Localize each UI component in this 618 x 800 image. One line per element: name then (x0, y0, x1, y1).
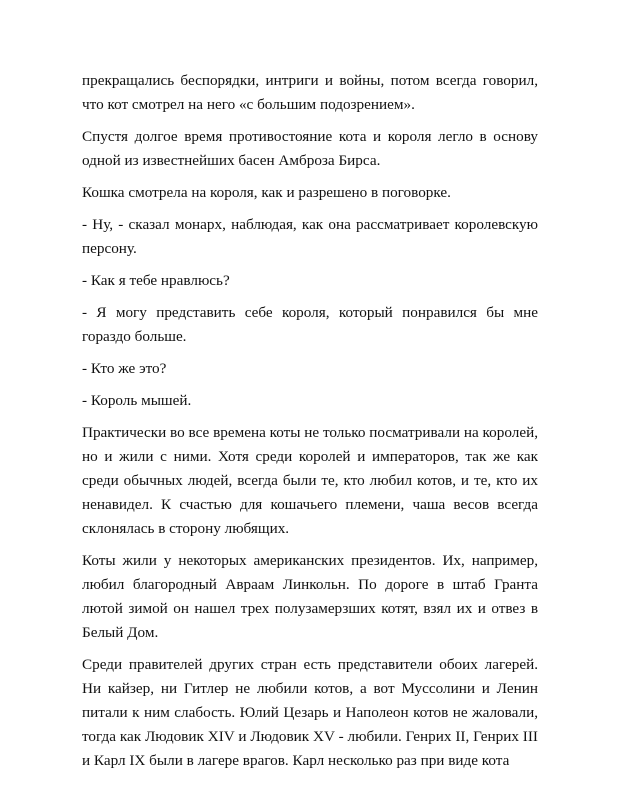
dialogue-line: - Ну, - сказал монарх, наблюдая, как она рассматривает королевскую персону. (82, 216, 538, 257)
paragraph: Коты жили у некоторых американских президентов. Их, например, любил благородный Авраам Линкольн. По дороге в штаб Гранта лютой зимой он нашел трех полузамерзших котят, взял их и отвез в Белый Дом. (82, 552, 538, 641)
body-text (82, 69, 538, 781)
dialogue-line: - Король мышей. (82, 392, 192, 409)
paragraph: прекращались беспорядки, интриги и войны, потом всегда говорил, что кот смотрел на него «с большим подозрением». (82, 72, 538, 113)
paragraph: Спустя долгое время противостояние кота и короля легло в основу одной из известнейших басен Амброза Бирса. (82, 128, 538, 169)
dialogue-line: - Кто же это? (82, 360, 167, 377)
dialogue-line: - Как я тебе нравлюсь? (82, 272, 230, 289)
paragraph: Среди правителей других стран есть представители обоих лагерей. Ни кайзер, ни Гитлер не любили котов, а вот Муссолини и Ленин питали к ним слабость. Юлий Цезарь и Наполеон котов не жаловали, тогда как Людовик XIV и Людовик XV - любили. Генрих II, Генрих III и Карл IX были в лагере врагов. Карл несколько раз при виде кота (82, 656, 538, 769)
dialogue-line: - Я могу представить себе короля, который понравился бы мне гораздо больше. (82, 304, 538, 345)
paragraph: Кошка смотрела на короля, как и разрешено в поговорке. (82, 184, 451, 201)
paragraph: Практически во все времена коты не только посматривали на королей, но и жили с ними. Хотя среди королей и императоров, так же как среди обычных людей, всегда были те, кто любил котов, и те, кто их ненавидел. К счастью для кошачьего племени, чаша весов всегда склонялась в сторону любящих. (82, 424, 538, 537)
